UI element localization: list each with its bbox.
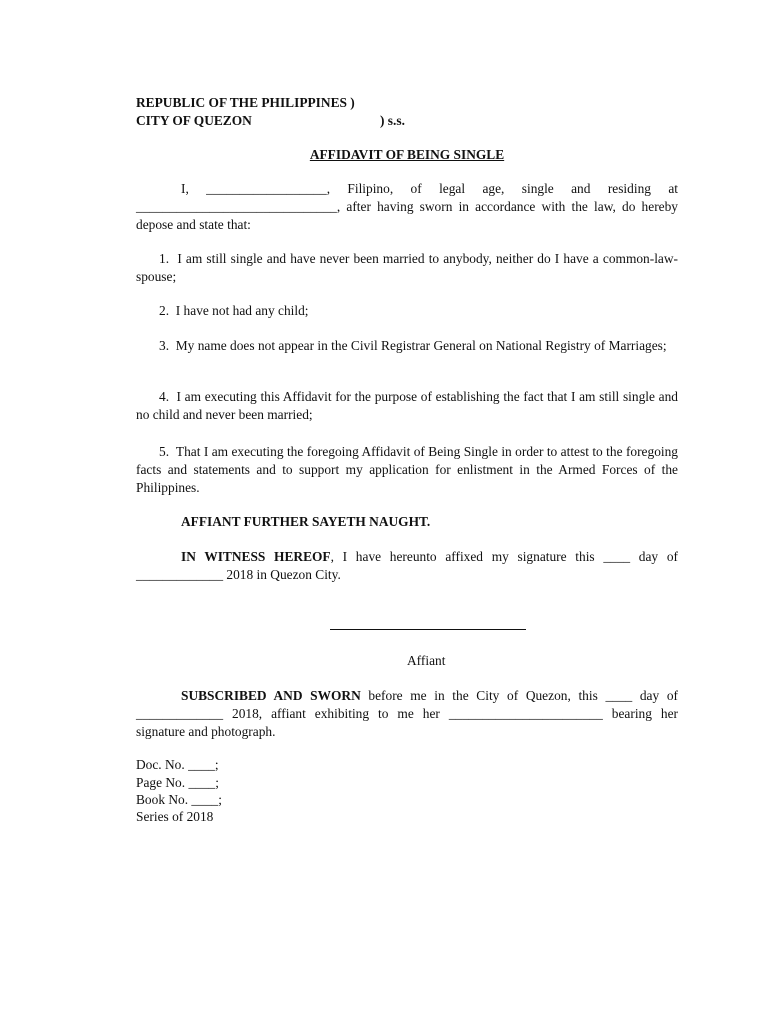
statement-number: 2. xyxy=(159,303,170,318)
statement-text: That I am executing the foregoing Affidavit of Being Single in order to attest to the foregoing facts and statements and to support my application for enlistment in the Armed Forces of the Philippines. xyxy=(136,444,679,495)
notary-book-no: Book No. ____; xyxy=(136,792,222,807)
header-republic: REPUBLIC OF THE PHILIPPINES ) xyxy=(136,95,355,110)
affiant-label: Affiant xyxy=(407,653,446,668)
statement-text: My name does not appear in the Civil Registrar General on National Registry of Marriages; xyxy=(175,338,667,353)
header-ss: ) s.s. xyxy=(380,113,405,128)
statement-text: I am still single and have never been married to anybody, neither do I have a common-law-spouse; xyxy=(136,251,679,284)
witness-lead: IN WITNESS HEREOF xyxy=(181,549,331,564)
statement-item-1 xyxy=(136,250,678,286)
affiant-further-sayeth: AFFIANT FURTHER SAYETH NAUGHT. xyxy=(181,514,431,529)
document-title: AFFIDAVIT OF BEING SINGLE xyxy=(309,147,505,162)
statement-number: 4. xyxy=(159,389,170,404)
statement-item-2 xyxy=(136,302,678,320)
header-city: CITY OF QUEZON xyxy=(136,113,252,128)
signature-line xyxy=(330,629,526,630)
notary-page-no: Page No. ____; xyxy=(136,775,219,790)
statement-text: I am executing this Affidavit for the purpose of establishing the fact that I am still single and no child and never been married; xyxy=(136,389,678,422)
statement-text: I have not had any child; xyxy=(175,303,309,318)
statement-number: 5. xyxy=(159,444,170,459)
statement-number: 1. xyxy=(159,251,170,266)
intro-paragraph: I, __________________, Filipino, of legal age, single and residing at ______________________________, after having sworn in accordance with the law, do hereby depose and state that: xyxy=(136,181,678,232)
notary-doc-no: Doc. No. ____; xyxy=(136,757,219,772)
statement-item-5 xyxy=(136,443,678,497)
witness-paragraph xyxy=(136,548,678,584)
witness-text: , I have hereunto affixed my signature this ____ day of _____________ 2018 in Quezon City. xyxy=(136,549,678,582)
statement-item-4 xyxy=(136,388,678,424)
statement-item-3 xyxy=(136,337,678,355)
statement-number: 3. xyxy=(159,338,170,353)
jurat-text: before me in the City of Quezon, this ____ day of _____________ 2018, affiant exhibiting to me her _______________________ bearing her signature and photograph. xyxy=(136,688,678,739)
jurat-paragraph xyxy=(136,687,678,741)
notary-series: Series of 2018 xyxy=(136,809,214,824)
jurat-lead: SUBSCRIBED AND SWORN xyxy=(181,688,361,703)
